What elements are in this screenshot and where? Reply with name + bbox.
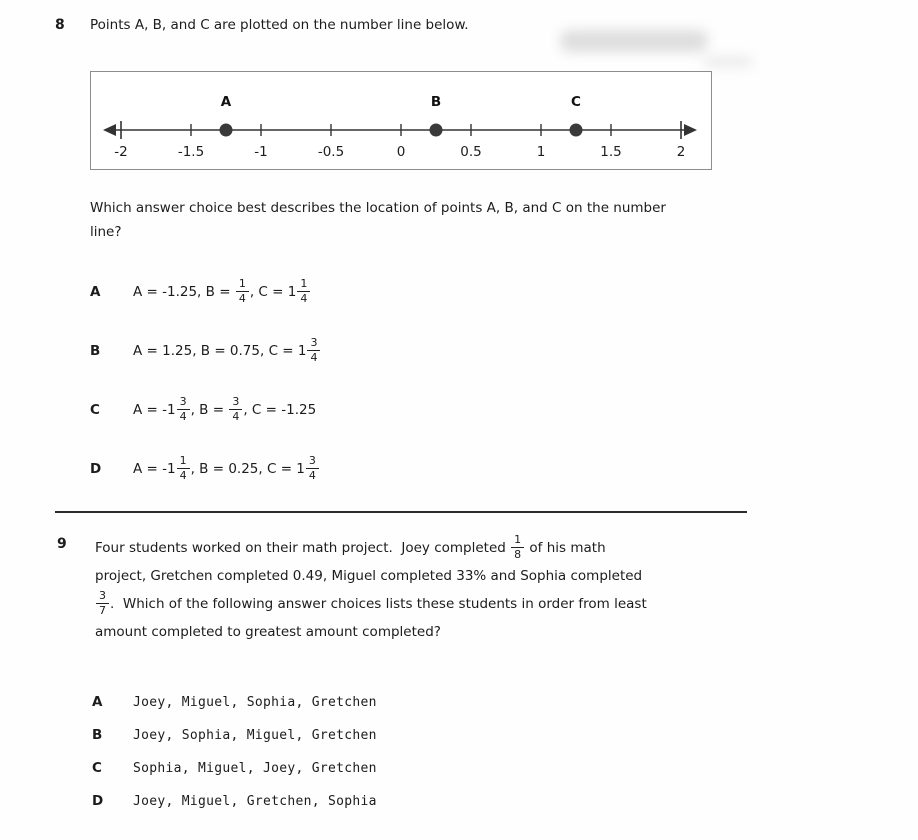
fraction: $\frac{1}{4}$ xyxy=(177,455,190,481)
scan-smudge xyxy=(560,30,708,52)
answer-choice-a xyxy=(92,694,377,727)
choice-text: Joey, Miguel, Sophia, Gretchen xyxy=(133,695,377,710)
numberline-point-C xyxy=(570,124,583,137)
numberline-svg xyxy=(91,72,709,167)
fraction: $\frac{3}{4}$ xyxy=(307,337,320,363)
choice-letter: D xyxy=(92,793,104,809)
tick-label: -1 xyxy=(254,144,268,160)
answer-choice-d xyxy=(92,793,377,826)
prompt-line: project, Gretchen completed 0.49, Miguel completed 33% and Sophia completed xyxy=(95,568,643,584)
answer-choice-d xyxy=(90,449,321,489)
point-label-B: B xyxy=(430,94,442,110)
tick-label: 1 xyxy=(536,144,546,160)
scan-smudge xyxy=(703,57,753,66)
choice-expression: A = -1.25, B = $\frac{1}{4}$ , C = 1 $\frac{1}{4}$ xyxy=(133,279,311,305)
tick-label: -0.5 xyxy=(317,144,345,160)
question-9-choices xyxy=(92,694,377,826)
tick-label: -1.5 xyxy=(177,144,205,160)
choice-letter: B xyxy=(92,727,103,743)
choice-expression: A = -1 $\frac{1}{4}$ , B = 0.25, C = 1 $\frac{3}{4}$ xyxy=(133,456,320,482)
answer-choice-c xyxy=(92,760,377,793)
prompt-line: Four students worked on their math project. Joey completed $\frac{1}{8}$ of his math xyxy=(95,532,606,561)
left-arrow-icon xyxy=(103,124,116,136)
point-label-A: A xyxy=(220,94,232,110)
choice-letter: A xyxy=(90,284,101,300)
fraction: $\frac{3}{7}$ xyxy=(96,590,109,616)
question-8-text: Which answer choice best describes the location of points A, B, and C on the number line? xyxy=(90,200,666,240)
fraction: $\frac{1}{4}$ xyxy=(236,278,249,304)
choice-expression: A = -1 $\frac{3}{4}$ , B = $\frac{3}{4}$ , C = -1.25 xyxy=(133,394,317,423)
fraction: $\frac{3}{4}$ xyxy=(177,396,190,422)
point-label-C: C xyxy=(571,94,581,110)
tick-label: 1.5 xyxy=(600,144,622,160)
choice-text: Joey, Miguel, Gretchen, Sophia xyxy=(133,794,377,809)
question-8-number: 8 xyxy=(55,17,65,33)
tick-label: 0 xyxy=(396,144,406,160)
answer-choice-b xyxy=(92,727,377,760)
tick-label: 2 xyxy=(676,144,686,160)
choice-expression: A = 1.25, B = 0.75, C = 1 $\frac{3}{4}$ xyxy=(133,338,321,364)
fraction: $\frac{3}{4}$ xyxy=(306,455,319,481)
question-8-choices xyxy=(90,272,321,508)
question-8-prompt: Points A, B, and C are plotted on the number line below. xyxy=(90,17,469,33)
fraction: $\frac{3}{4}$ xyxy=(229,396,242,422)
fraction: $\frac{1}{8}$ xyxy=(511,534,524,560)
prompt-line: amount completed to greatest amount completed? xyxy=(95,624,441,640)
numberline-point-A xyxy=(220,124,233,137)
choice-letter: C xyxy=(92,760,102,776)
tick-label: 0.5 xyxy=(460,144,482,160)
choice-text: Sophia, Miguel, Joey, Gretchen xyxy=(133,761,377,776)
answer-choice-a xyxy=(90,272,321,312)
choice-text: Joey, Sophia, Miguel, Gretchen xyxy=(133,728,377,743)
question-9-prompt xyxy=(95,534,743,646)
answer-choice-b xyxy=(90,331,321,371)
choice-letter: A xyxy=(92,694,103,710)
section-divider xyxy=(55,511,747,513)
numberline-figure xyxy=(90,71,712,170)
answer-choice-c xyxy=(90,390,321,430)
question-9-number: 9 xyxy=(57,536,67,552)
choice-letter: C xyxy=(90,402,100,418)
prompt-line: $\frac{3}{7}$ . Which of the following answer choices lists these students in order from least xyxy=(95,590,743,618)
right-arrow-icon xyxy=(684,124,697,136)
tick-label: -2 xyxy=(114,144,128,160)
numberline-point-B xyxy=(430,124,443,137)
fraction: $\frac{1}{4}$ xyxy=(297,278,310,304)
choice-letter: B xyxy=(90,343,101,359)
choice-letter: D xyxy=(90,461,102,477)
